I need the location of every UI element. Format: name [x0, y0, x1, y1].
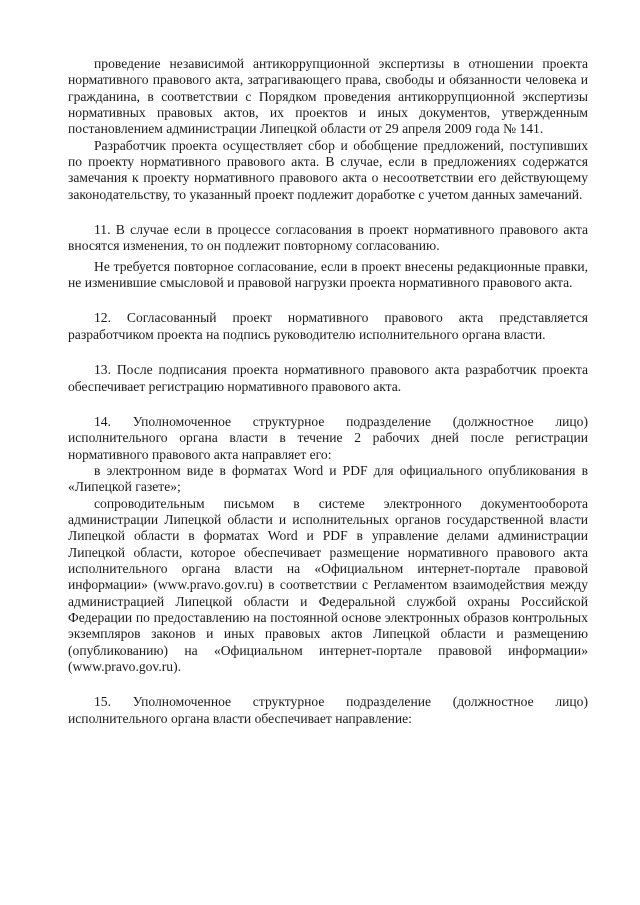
paragraph-item-15: 15. Уполномоченное структурное подразделение (должностное лицо) исполнительного органа власти обеспечивает направление:	[68, 694, 588, 726]
document-page	[68, 56, 588, 727]
paragraph-item-14: 14. Уполномоченное структурное подразделение (должностное лицо) исполнительного органа власти в течение 2 рабочих дней после регистрации нормативного правового акта направляет его:	[68, 413, 588, 462]
paragraph-expertise: проведение независимой антикоррупционной экспертизы в отношении проекта нормативного правового акта, затрагивающего права, свободы и обязанности человека и гражданина, в соответствии с Порядком проведения антикоррупционной экспертизы нормативных правовых актов, их проектов и иных документов, утвержденным постановлением администрации Липецкой области от 29 апреля 2009 года № 141.	[68, 56, 588, 137]
paragraph-item-12: 12. Согласованный проект нормативного правового акта представляется разработчиком проекта на подпись руководителю исполнительного органа власти.	[68, 310, 588, 342]
paragraph-no-reapproval: Не требуется повторное согласование, если в проект внесены редакционные правки, не изменившие смысловой и правовой нагрузки проекта нормативного правового акта.	[68, 258, 588, 291]
spacer	[68, 203, 588, 222]
spacer	[68, 343, 588, 362]
paragraph-developer-proposals: Разработчик проекта осуществляет сбор и обобщение предложений, поступивших по проекту нормативного правового акта. В случае, если в предложениях содержатся замечания к проекту нормативного правового акта о несоответствии его действующему законодательству, то указанный проект подлежит доработке с учетом данных замечаний.	[68, 137, 588, 202]
paragraph-cover-letter: сопроводительным письмом в системе электронного документооборота администрации Липецкой области и исполнительных органов государственной власти Липецкой области в форматах Word и PDF в управление делами администрации Липецкой области, которое обеспечивает размещение нормативного правового акта исполнительного органа власти на «Официальном интернет-портале правовой информации» (www.pravo.gov.ru) в соответствии с Регламентом взаимодействия между администрацией Липецкой области и Федеральной службой охраны Российской Федерации по предоставлению на постоянной основе электронных образов контрольных экземпляров законов и иных правовых актов Липецкой области и размещению (опубликованию) на «Официальном интернет-портале правовой информации» (www.pravo.gov.ru).	[68, 495, 588, 674]
spacer	[68, 395, 588, 414]
paragraph-item-11: 11. В случае если в процессе согласования в проект нормативного правового акта вносятся изменения, то он подлежит повторному согласованию.	[68, 222, 588, 254]
spacer	[68, 675, 588, 694]
paragraph-electronic-publication: в электронном виде в форматах Word и PDF для официального опубликования в «Липецкой газете»;	[68, 462, 588, 495]
paragraph-item-13: 13. После подписания проекта нормативного правового акта разработчик проекта обеспечивает регистрацию нормативного правового акта.	[68, 362, 588, 394]
spacer	[68, 291, 588, 310]
